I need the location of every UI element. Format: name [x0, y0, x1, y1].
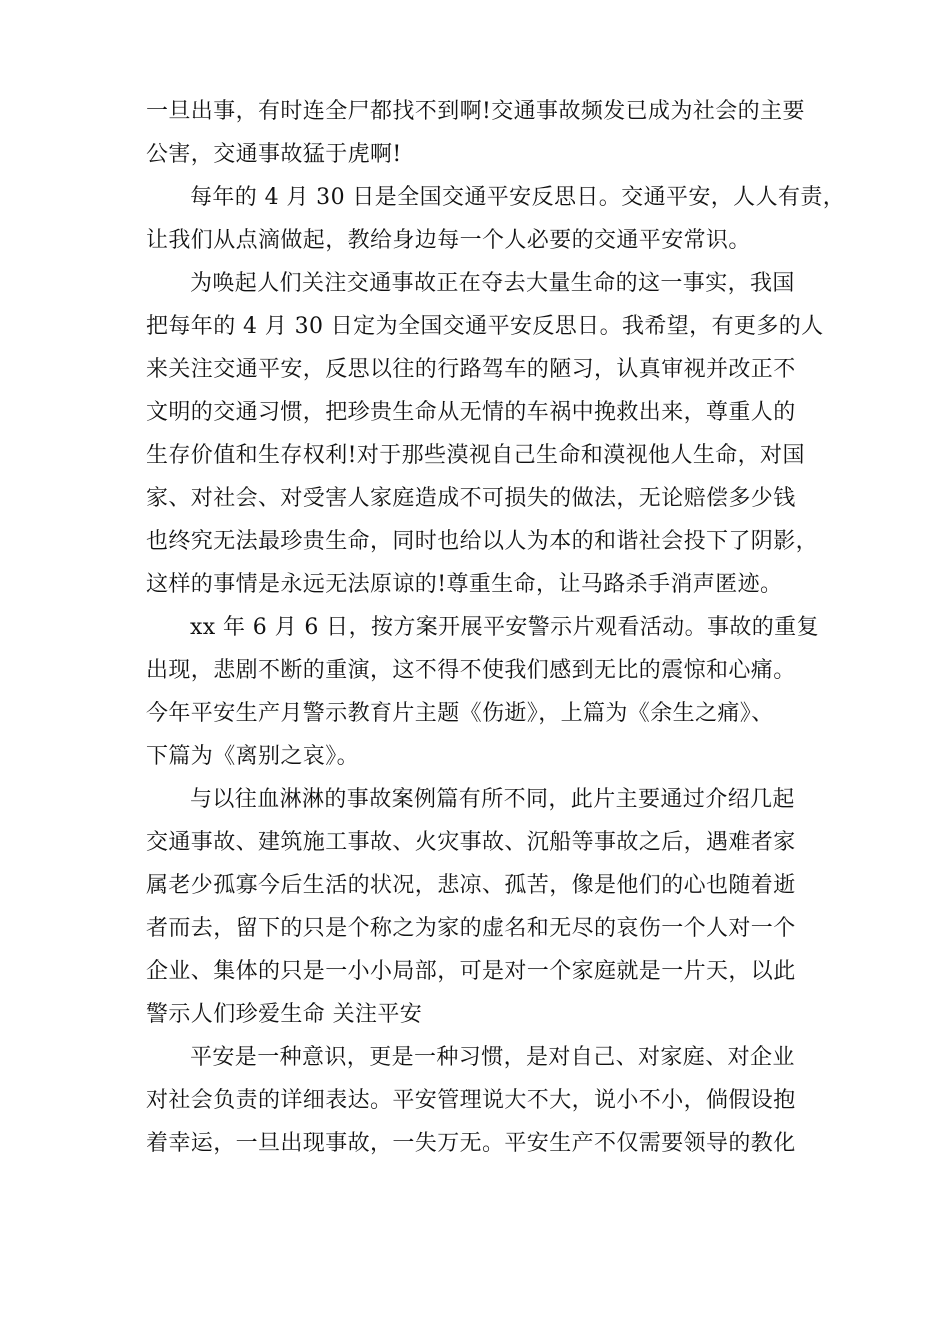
text-line: 为唤起人们关注交通事故正在夺去大量生命的这一事实，我国 [190, 271, 795, 296]
text-line: 属老少孤寡今后生活的状况，悲凉、孤苦，像是他们的心也随着逝 [146, 873, 796, 898]
document-body [146, 90, 846, 1165]
text-line: 生存价值和生存权利!对于那些漠视自己生命和漠视他人生命，对国 [146, 443, 805, 468]
text-line: xx 年 6 月 6 日，按方案开展平安警示片观看活动。事故的重复 [190, 615, 819, 640]
text-line: 交通事故、建筑施工事故、火灾事故、沉船等事故之后，遇难者家 [146, 830, 796, 855]
text-line: 着幸运，一旦出现事故，一失万无。平安生产不仅需要领导的教化 [146, 1131, 796, 1156]
text-line: 把每年的 4 月 30 日定为全国交通平安反思日。我希望，有更多的人 [146, 314, 824, 339]
text-line: 来关注交通平安，反思以往的行路驾车的陋习，认真审视并改正不 [146, 357, 796, 382]
text-line: 这样的事情是永远无法原谅的!尊重生命，让马路杀手消声匿迹。 [146, 572, 783, 597]
text-line: 今年平安生产月警示教育片主题《伤逝》，上篇为《余生之痛》、 [146, 701, 774, 726]
text-line: 一旦出事，有时连全尸都找不到啊!交通事故频发已成为社会的主要 [146, 99, 805, 124]
text-line: 下篇为《离别之哀》。 [146, 744, 360, 769]
text-line: 企业、集体的只是一小小局部，可是对一个家庭就是一片天，以此 [146, 959, 796, 984]
text-line: 与以往血淋淋的事故案例篇有所不同，此片主要通过介绍几起 [190, 787, 795, 812]
text-line: 出现，悲剧不断的重演，这不得不使我们感到无比的震惊和心痛。 [146, 658, 796, 683]
text-line: 对社会负责的详细表达。平安管理说大不大，说小不小，倘假设抱 [146, 1088, 796, 1113]
text-line: 文明的交通习惯，把珍贵生命从无情的车祸中挽救出来，尊重人的 [146, 400, 796, 425]
text-line: 平安是一种意识，更是一种习惯，是对自己、对家庭、对企业 [190, 1045, 795, 1070]
text-line: 警示人们珍爱生命 关注平安 [146, 1002, 423, 1027]
text-line: 家、对社会、对受害人家庭造成不可损失的做法，无论赔偿多少钱 [146, 486, 796, 511]
text-line: 每年的 4 月 30 日是全国交通平安反思日。交通平安，人人有责， [190, 185, 846, 210]
text-line: 者而去，留下的只是个称之为家的虚名和无尽的哀伤一个人对一个 [146, 916, 796, 941]
text-line: 公害，交通事故猛于虎啊! [146, 142, 402, 167]
text-line: 也终究无法最珍贵生命，同时也给以人为本的和谐社会投下了阴影， [146, 529, 819, 554]
text-line: 让我们从点滴做起，教给身边每一个人必要的交通平安常识。 [146, 228, 751, 253]
